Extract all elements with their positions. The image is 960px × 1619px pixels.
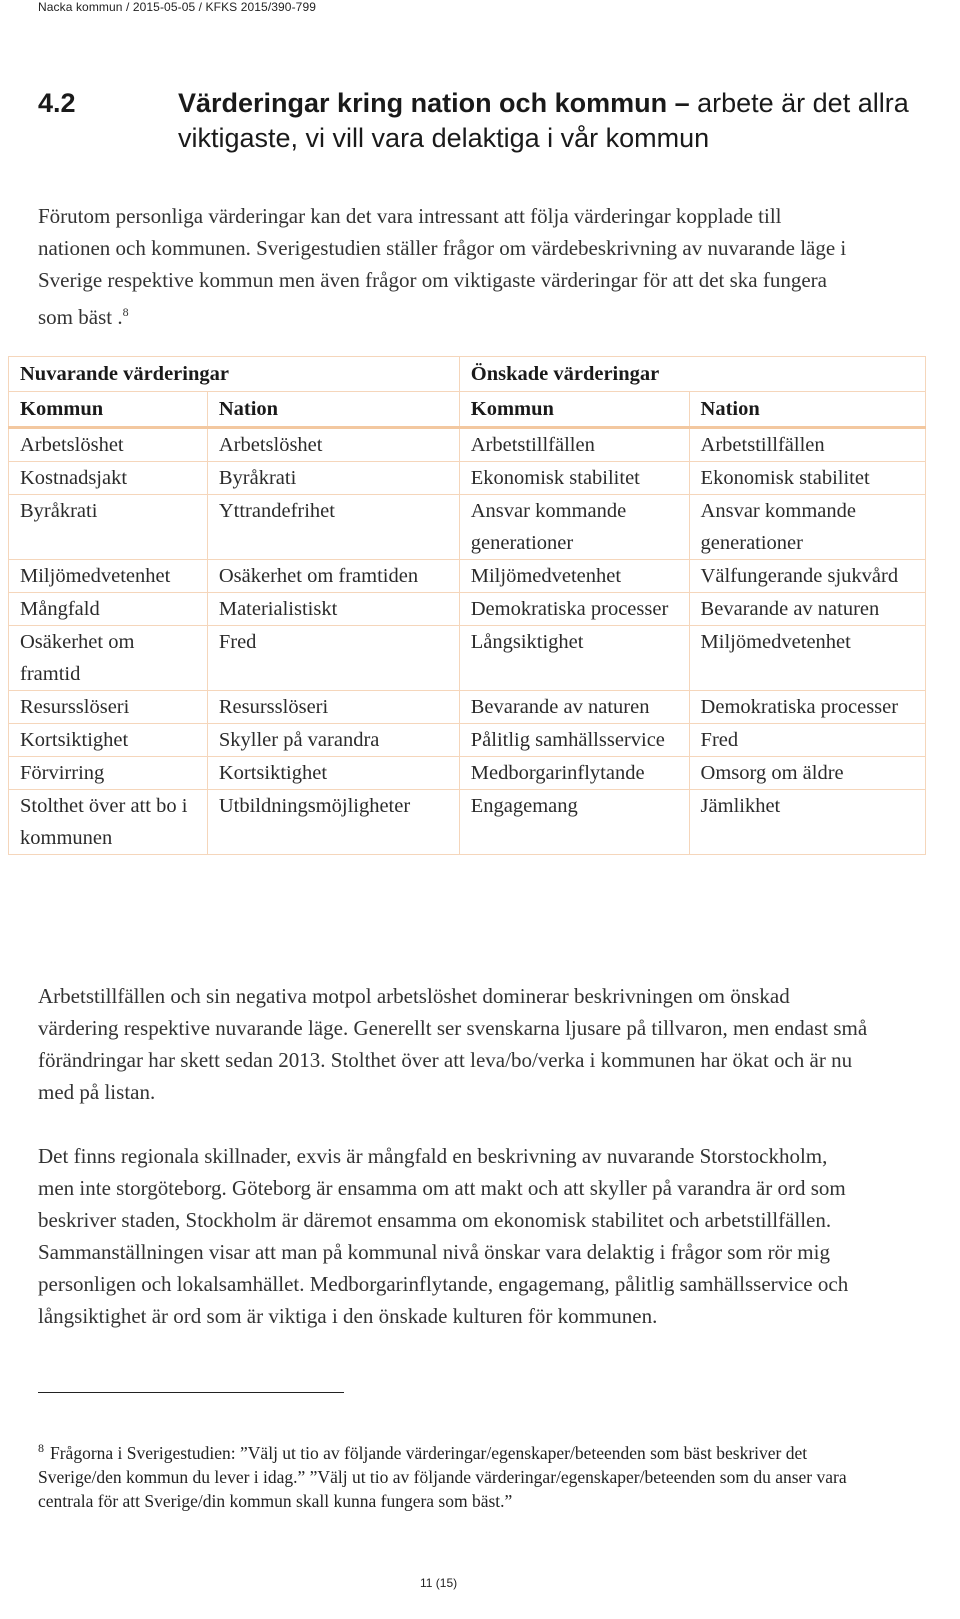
table-row (9, 495, 926, 560)
table-cell: Miljömedvetenhet (689, 626, 925, 691)
table-cell: Osäkerhet om framtiden (207, 560, 459, 593)
table-cell: Ekonomisk stabilitet (459, 462, 689, 495)
page-number: 11 (15) (420, 1576, 458, 1590)
table-cell: Ekonomisk stabilitet (689, 462, 925, 495)
column-header-current-nation: Nation (207, 392, 459, 428)
table-row (9, 462, 926, 495)
body-paragraph-1: Arbetstillfällen och sin negativa motpol arbetslöshet dominerar beskrivningen om önskad värdering respektive nuvarande läge. Generellt ser svenskarna ljusare på tillvaron, men endast små förändringar har skett sedan 2013. Stolthet över att leva/bo/verka i kommunen har ökat och är nu med på listan. (38, 984, 868, 1104)
table-cell: Demokratiska processer (459, 593, 689, 626)
table-row (9, 790, 926, 855)
table-cell: Skyller på varandra (207, 724, 459, 757)
table-cell: Osäkerhet om framtid (9, 626, 208, 691)
table-group-header-row (9, 357, 926, 392)
table-cell: Fred (207, 626, 459, 691)
section-title-bold: Värderingar kring nation och kommun – (178, 88, 690, 118)
table-cell: Arbetslöshet (9, 428, 208, 462)
section-number: 4.2 (38, 88, 76, 118)
table-cell: Materialistiskt (207, 593, 459, 626)
table-cell: Miljömedvetenhet (459, 560, 689, 593)
table-cell: Arbetstillfällen (689, 428, 925, 462)
table-cell: Välfungerande sjukvård (689, 560, 925, 593)
table-cell: Medborgarinflytande (459, 757, 689, 790)
footnote-reference: 8 (122, 305, 129, 319)
intro-paragraph (38, 200, 858, 333)
table-cell: Arbetslöshet (207, 428, 459, 462)
column-header-desired-kommun: Kommun (459, 392, 689, 428)
table-cell: Resursslöseri (9, 691, 208, 724)
table-cell: Resursslöseri (207, 691, 459, 724)
page-header: Nacka kommun / 2015-05-05 / KFKS 2015/390-799 (38, 0, 316, 14)
table-cell: Byråkrati (9, 495, 208, 560)
table-cell: Mångfald (9, 593, 208, 626)
table-cell: Ansvar kommande generationer (459, 495, 689, 560)
section-title (178, 86, 918, 156)
table-cell: Kortsiktighet (9, 724, 208, 757)
table-row (9, 428, 926, 462)
table-row (9, 724, 926, 757)
table-row (9, 593, 926, 626)
column-header-desired-nation: Nation (689, 392, 925, 428)
table-cell: Miljömedvetenhet (9, 560, 208, 593)
section-heading (38, 86, 918, 156)
table-cell: Engagemang (459, 790, 689, 855)
table-cell: Bevarande av naturen (689, 593, 925, 626)
values-table (8, 356, 926, 855)
table-cell: Omsorg om äldre (689, 757, 925, 790)
table-cell: Utbildningsmöjligheter (207, 790, 459, 855)
table-cell: Arbetstillfällen (459, 428, 689, 462)
table-cell: Bevarande av naturen (459, 691, 689, 724)
table-row (9, 626, 926, 691)
table-row (9, 691, 926, 724)
table-cell: Stolthet över att bo i kommunen (9, 790, 208, 855)
table-cell: Kostnadsjakt (9, 462, 208, 495)
table-cell: Kortsiktighet (207, 757, 459, 790)
column-header-current-kommun: Kommun (9, 392, 208, 428)
body-paragraph-2: Det finns regionala skillnader, exvis är mångfald en beskrivning av nuvarande Storstockholm, men inte storgöteborg. Göteborg är ensamma om att makt och att skyller på varandra är ord som beskriver staden, Stockholm är däremot ensamma om ekonomisk stabilitet och arbetstillfällen. Sammanställningen visar att man på kommunal nivå önskar vara delaktig i frågor som rör mig personligen och lokalsamhället. Medborgarinflytande, engagemang, pålitlig samhällsservice och långsiktighet är ord som är viktiga i den önskade kulturen för kommunen. (38, 1144, 849, 1328)
table-cell: Byråkrati (207, 462, 459, 495)
table-cell: Pålitlig samhällsservice (459, 724, 689, 757)
table-row (9, 560, 926, 593)
table-cell: Demokratiska processer (689, 691, 925, 724)
section-title-rest: arbete är det allra viktigaste, vi vill vara delaktiga i vår kommun (178, 88, 909, 153)
footnote-number: 8 (38, 1441, 44, 1455)
group-header-desired: Önskade värderingar (459, 357, 925, 392)
table-cell: Ansvar kommande generationer (689, 495, 925, 560)
table-cell: Långsiktighet (459, 626, 689, 691)
table-cell: Förvirring (9, 757, 208, 790)
footnote-divider (38, 1392, 344, 1393)
table-cell: Jämlikhet (689, 790, 925, 855)
intro-text: Förutom personliga värderingar kan det vara intressant att följa värderingar kopplade till nationen och kommunen. Sverigestudien ställer frågor om värdebeskrivning av nuvarande läge i Sverige respektive kommun men även frågor om viktigaste värderingar för att det ska fungera som bäst . (38, 204, 847, 329)
table-cell: Fred (689, 724, 925, 757)
group-header-current: Nuvarande värderingar (9, 357, 460, 392)
table-column-header-row (9, 392, 926, 428)
footnote-text: Frågorna i Sverigestudien: ”Välj ut tio av följande värderingar/egenskaper/beteenden som bäst beskriver det Sverige/den kommun du lever i idag.” ”Välj ut tio av följande värderingar/egenskaper/beteenden som du anser vara centrala för att Sverige/din kommun skall kunna fungera som bäst.” (38, 1442, 847, 1511)
table-cell: Yttrandefrihet (207, 495, 459, 560)
footnote (38, 1436, 858, 1513)
table-row (9, 757, 926, 790)
